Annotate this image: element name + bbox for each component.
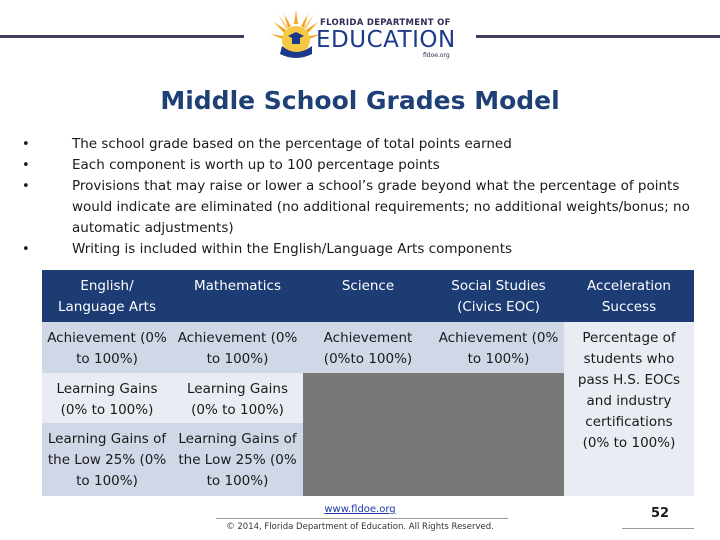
bullet-dot: • <box>22 158 30 173</box>
bullet-dot: • <box>22 242 30 257</box>
table-cell-ela-low25: Learning Gains of the Low 25% (0% to 100%) <box>42 423 172 496</box>
table-cell-science-achievement: Achievement (0%to 100%) <box>303 322 433 373</box>
table-cell-math-achievement: Achievement (0% to 100%) <box>172 322 303 373</box>
table-header-acceleration: Acceleration Success <box>564 270 694 322</box>
bullet-dot: • <box>22 179 30 194</box>
logo-url-text: fldoe.org <box>423 52 450 59</box>
table-header-social-studies: Social Studies (Civics EOC) <box>433 270 564 322</box>
table-empty-block <box>303 373 564 496</box>
table-header-ela: English/ Language Arts <box>42 270 172 322</box>
table-cell-math-learning-gains: Learning Gains (0% to 100%) <box>172 373 303 423</box>
table-cell-math-low25: Learning Gains of the Low 25% (0% to 100%) <box>172 423 303 496</box>
bullet-item <box>18 134 708 155</box>
footer-divider <box>216 518 508 519</box>
bullet-text: Each component is worth up to 100 percentage points <box>72 157 440 173</box>
logo-org-main-text: EDUCATION <box>316 27 456 53</box>
bullet-item <box>18 176 708 239</box>
bullet-text: Writing is included within the English/Language Arts components <box>72 241 513 257</box>
fldoe-logo[interactable] <box>266 6 458 62</box>
slide-title: Middle School Grades Model <box>160 86 560 115</box>
bullet-text: The school grade based on the percentage of total points earned <box>72 136 512 152</box>
table-cell-ela-achievement: Achievement (0% to 100%) <box>42 322 172 373</box>
header-rule-right <box>476 35 720 38</box>
table-cell-acceleration: Percentage of students who pass H.S. EOCs and industry certifications (0% to 100%) <box>564 322 694 496</box>
page-number-divider <box>622 528 694 529</box>
footer-copyright: © 2014, Florida Department of Education. All Rights Reserved. <box>226 522 494 532</box>
table-cell-social-studies-achievement: Achievement (0% to 100%) <box>433 322 564 373</box>
table-header-science: Science <box>303 270 433 322</box>
footer-link[interactable]: www.fldoe.org <box>324 504 396 515</box>
logo-org-top-text: FLORIDA DEPARTMENT OF <box>320 18 451 28</box>
bullet-dot: • <box>22 137 30 152</box>
page-number: 52 <box>650 506 670 521</box>
grades-model-table <box>42 270 694 496</box>
bullet-text: Provisions that may raise or lower a school’s grade beyond what the percentage of points would indicate are eliminated (no additional requirements; no additional weights/bonus; no automatic adjustments) <box>72 178 690 236</box>
table-header-math: Mathematics <box>172 270 303 322</box>
bullet-item <box>18 239 708 260</box>
table-cell-ela-learning-gains: Learning Gains (0% to 100%) <box>42 373 172 423</box>
bullet-item <box>18 155 708 176</box>
header-rule-left <box>0 35 244 38</box>
bullet-list <box>18 134 708 260</box>
